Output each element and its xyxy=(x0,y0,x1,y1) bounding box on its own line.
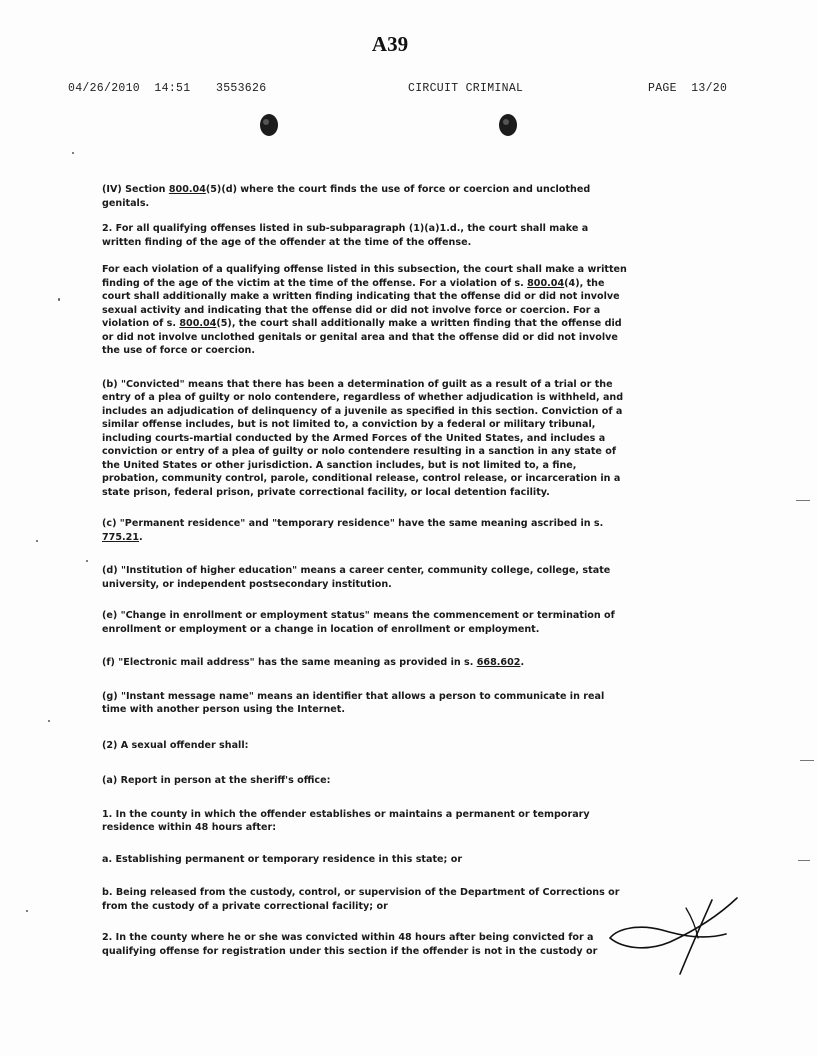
paragraph-d-higher-education: (d) "Institution of higher education" means a career center, community college, college, state university, or independent postsecondary institution. xyxy=(102,565,611,590)
scan-speck xyxy=(36,540,38,542)
fax-number: 3553626 xyxy=(216,82,267,95)
statute-link[interactable]: 800.04 xyxy=(179,318,217,329)
handwritten-initials xyxy=(600,888,750,978)
scan-edge-mark xyxy=(796,500,810,501)
statute-text xyxy=(102,183,630,958)
hole-punch-mark-right xyxy=(497,112,519,138)
statute-link[interactable]: 775.21 xyxy=(102,531,140,543)
paragraph-1-county: 1. In the county in which the offender establishes or maintains a permanent or temporary residence within 48 hours after: xyxy=(102,808,590,833)
statute-link[interactable]: 800.04 xyxy=(527,277,565,289)
hole-punch-mark-left xyxy=(258,112,280,138)
paragraph-2-offender-shall: (2) A sexual offender shall: xyxy=(102,739,249,751)
fax-department: CIRCUIT CRIMINAL xyxy=(408,82,524,95)
scan-speck xyxy=(86,560,88,562)
scan-speck xyxy=(72,152,74,154)
scan-edge-mark xyxy=(798,860,810,861)
paragraph-iv: (IV) Section 800.04(5)(d) where the court finds the use of force or coercion and unclothed genitals. xyxy=(102,184,591,209)
paragraph-victim-age: For each violation of a qualifying offense listed in this subsection, the court shall make a written finding of the age of the victim at the time of the offense. For a violation of s. 800.04(4), the court shall additionally make a written finding indicating that the offense did or did not involve sexual activity and indicating that the offense did or did not involve force or coercion. For a violation of s. 800.04(5), the court shall additionally make a written finding that the offense did or did not involve unclothed genitals or genital area and that the offense did or did not involve the use of force or coercion. xyxy=(102,264,627,356)
paragraph-f-email: (f) "Electronic mail address" has the same meaning as provided in s. 668.602. xyxy=(102,657,525,668)
paragraph-2-age-finding: 2. For all qualifying offenses listed in sub-subparagraph (1)(a)1.d., the court shall make a written finding of the age of the offender at the time of the offense. xyxy=(102,223,589,248)
paragraph-e-enrollment-status: (e) "Change in enrollment or employment status" means the commencement or termination of enrollment or employment or a change in location of enrollment or employment. xyxy=(102,610,615,635)
paragraph-2-convicted-county: 2. In the county where he or she was convicted within 48 hours after being convicted for a qualifying offense for registration under this section if the offender is not in the custody or xyxy=(102,932,598,957)
page-label: A39 xyxy=(371,32,409,56)
scan-speck xyxy=(26,910,28,912)
paragraph-c-residence: (c) "Permanent residence" and "temporary residence" have the same meaning ascribed in s. 775.21. xyxy=(102,518,604,543)
fax-datetime: 04/26/2010 14:51 xyxy=(68,82,191,95)
statute-link[interactable]: 668.602 xyxy=(476,657,521,668)
statute-link[interactable]: 800.04 xyxy=(168,184,206,195)
scan-edge-mark xyxy=(800,760,814,761)
scan-speck xyxy=(58,298,60,301)
scan-speck xyxy=(48,720,50,722)
paragraph-a-report: (a) Report in person at the sheriff's office: xyxy=(102,775,331,786)
paragraph-b-convicted: (b) "Convicted" means that there has been a determination of guilt as a result of a trial or the entry of a plea of guilty or nolo contendere, regardless of whether adjudication is withheld, and includes an adjudication of delinquency of a juvenile as specified in this section. Conviction of a similar offense includes, but is not limited to, a conviction by a federal or military tribunal, including courts-martial conducted by the Armed Forces of the United States, and includes a conviction or entry of a plea of guilty or nolo contendere resulting in a sanction in any state of the United States or other jurisdiction. A sanction includes, but is not limited to, a fine, probation, community control, parole, conditional release, control release, or incarceration in a state prison, federal prison, private correctional facility, or local detention facility. xyxy=(102,378,624,498)
paragraph-g-instant-message: (g) "Instant message name" means an identifier that allows a person to communicate in real time with another person using the Internet. xyxy=(102,690,605,715)
paragraph-b-released: b. Being released from the custody, control, or supervision of the Department of Corrections or from the custody of a private correctional facility; or xyxy=(102,887,620,912)
fax-page-number: PAGE 13/20 xyxy=(648,82,728,95)
paragraph-a-establishing: a. Establishing permanent or temporary residence in this state; or xyxy=(102,853,463,865)
